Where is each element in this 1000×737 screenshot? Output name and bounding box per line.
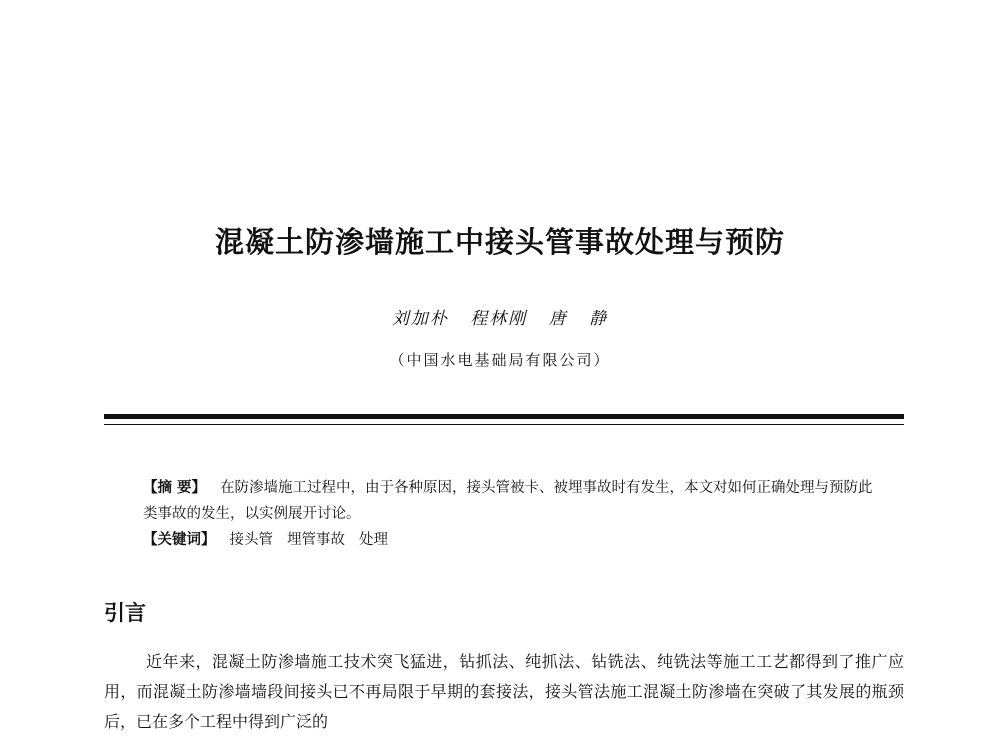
abstract-label: 【摘 要】 [143, 480, 207, 496]
abstract-block [143, 475, 873, 553]
paper-title: 混凝土防渗墙施工中接头管事故处理与预防 [214, 225, 785, 259]
abstract-text: 在防渗墙施工过程中，由于各种原因，接头管被卡、被埋事故时有发生，本文对如何正确处理与预防此类事故的发生，以实例展开讨论。 [143, 480, 873, 522]
keywords-paragraph [143, 527, 873, 553]
keyword-item: 处理 [359, 532, 388, 548]
abstract-paragraph [143, 475, 873, 527]
section-heading: 引言 [104, 601, 146, 625]
header-rule-thin [104, 424, 904, 425]
keyword-item: 埋管事故 [287, 532, 345, 548]
keyword-item: 接头管 [229, 532, 273, 548]
header-rule-thick [104, 414, 904, 419]
keywords-label: 【关键词】 [143, 532, 216, 548]
section-body-text: 近年来，混凝土防渗墙施工技术突飞猛进，钻抓法、纯抓法、钻铣法、纯铣法等施工工艺都得到了推广应用，而混凝土防渗墙墙段间接头已不再局限于早期的套接法，接头管法施工混凝土防渗墙在突破了其发展的瓶颈后，已在多个工程中得到广泛的 [104, 652, 904, 731]
paper-authors: 刘加朴 程林刚 唐 静 [391, 309, 609, 329]
paper-affiliation: （中国水电基础局有限公司） [389, 351, 611, 369]
